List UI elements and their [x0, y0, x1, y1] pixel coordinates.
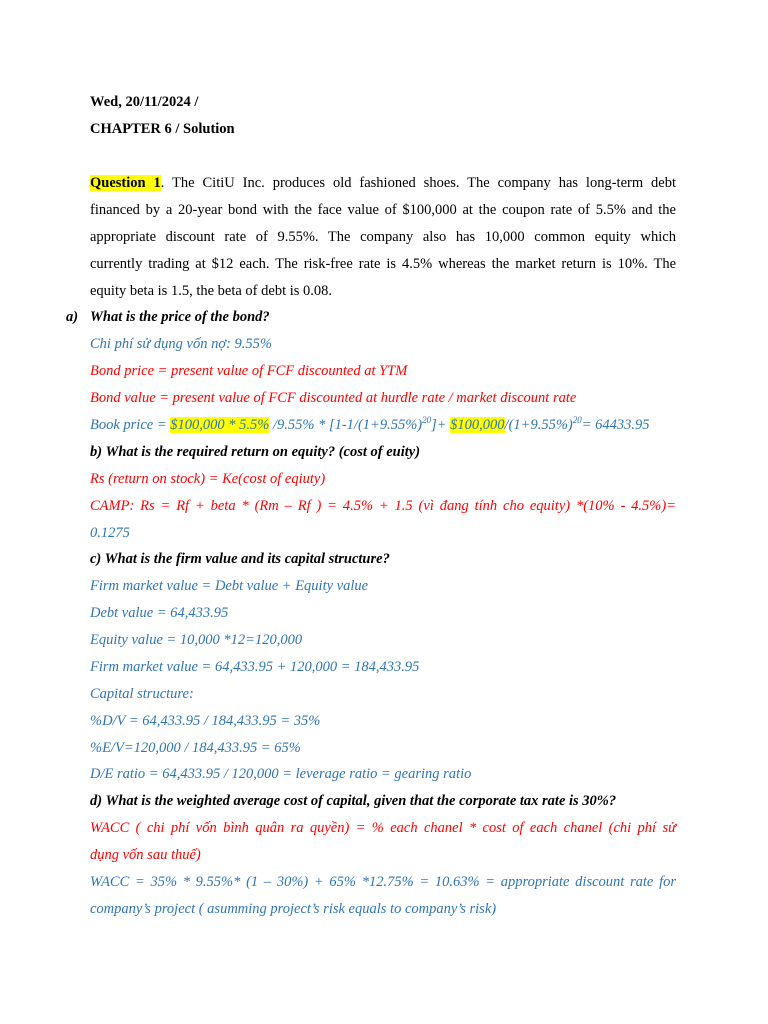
camp-result: 0.1275 [90, 525, 130, 541]
de-ratio: D/E ratio = 64,433.95 / 120,000 = leverage ratio = gearing ratio [90, 766, 472, 782]
question1-line-3: appropriate discount rate of 9.55%. The company also has 10,000 common equity which [90, 229, 676, 245]
capital-structure-label: Capital structure: [90, 686, 194, 702]
question1-line-5: equity beta is 1.5, the beta of debt is 0.08. [90, 283, 333, 299]
bond-price-definition: Bond price = present value of FCF discounted at YTM [90, 363, 408, 379]
part-d-question: d) What is the weighted average cost of capital, given that the corporate tax rate is 30%? [90, 793, 617, 809]
date-line: Wed, 20/11/2024 / [90, 94, 199, 110]
annuity-close: ]+ [431, 417, 451, 433]
camp-formula-line-1: CAMP: Rs = Rf + beta * (Rm – Rf ) = 4.5% + 1.5 (vì đang tính cho equity) *(10% - 4.5%)= [90, 498, 676, 514]
exponent-2: 20 [572, 415, 582, 426]
question1-line-4: currently trading at $12 each. The risk-free rate is 4.5% whereas the market return is 10%. The [90, 256, 676, 272]
question1-line-1 [90, 174, 676, 192]
part-a-question: What is the price of the bond? [90, 309, 270, 325]
annuity-term: /9.55% * [1-1/(1+9.55%) [269, 417, 423, 433]
debt-ratio: %D/V = 64,433.95 / 184,433.95 = 35% [90, 713, 321, 729]
wacc-definition-line-2: dụng vốn sau thuế) [90, 847, 201, 863]
wacc-calculation-line-2: company’s project ( asumming project’s risk equals to company’s risk) [90, 901, 497, 917]
question1-label: Question 1 [90, 175, 161, 191]
chapter-title: CHAPTER 6 / Solution [90, 121, 235, 137]
exponent-1: 20 [422, 415, 432, 426]
firm-market-value: Firm market value = 64,433.95 + 120,000 = 184,433.95 [90, 659, 420, 675]
wacc-definition-line-1: WACC ( chi phí vốn bình quân ra quyền) = % each chanel * cost of each chanel (chi phí sử [90, 820, 676, 836]
part-c-question: c) What is the firm value and its capital structure? [90, 551, 390, 567]
part-b-question: b) What is the required return on equity? (cost of euity) [90, 444, 421, 460]
part-a-marker: a) [66, 309, 79, 325]
coupon-highlight: $100,000 * 5.5% [170, 417, 270, 433]
debt-value: Debt value = 64,433.95 [90, 605, 229, 621]
book-price-result: = 64433.95 [581, 417, 650, 433]
firm-value-definition: Firm market value = Debt value + Equity value [90, 578, 369, 594]
equity-value: Equity value = 10,000 *12=120,000 [90, 632, 303, 648]
question1-line-2: financed by a 20-year bond with the face value of $100,000 at the coupon rate of 5.5% and the [90, 202, 676, 218]
book-price-prefix: Book price = [90, 417, 171, 433]
equity-ratio: %E/V=120,000 / 184,433.95 = 65% [90, 740, 301, 756]
cost-of-debt-line: Chi phí sử dụng vốn nợ: 9.55% [90, 336, 272, 352]
question1-text: . The CitiU Inc. produces old fashioned shoes. The company has long-term debt [160, 175, 676, 191]
rs-definition: Rs (return on stock) = Ke(cost of eqiuty) [90, 471, 326, 487]
bond-value-definition: Bond value = present value of FCF discounted at hurdle rate / market discount rate [90, 390, 577, 406]
book-price-formula [90, 416, 676, 434]
discount-term: /(1+9.55%) [504, 417, 573, 433]
wacc-calculation-line-1: WACC = 35% * 9.55%* (1 – 30%) + 65% *12.75% = 10.63% = appropriate discount rate for [90, 874, 676, 890]
face-value-highlight: $100,000 [450, 417, 505, 433]
